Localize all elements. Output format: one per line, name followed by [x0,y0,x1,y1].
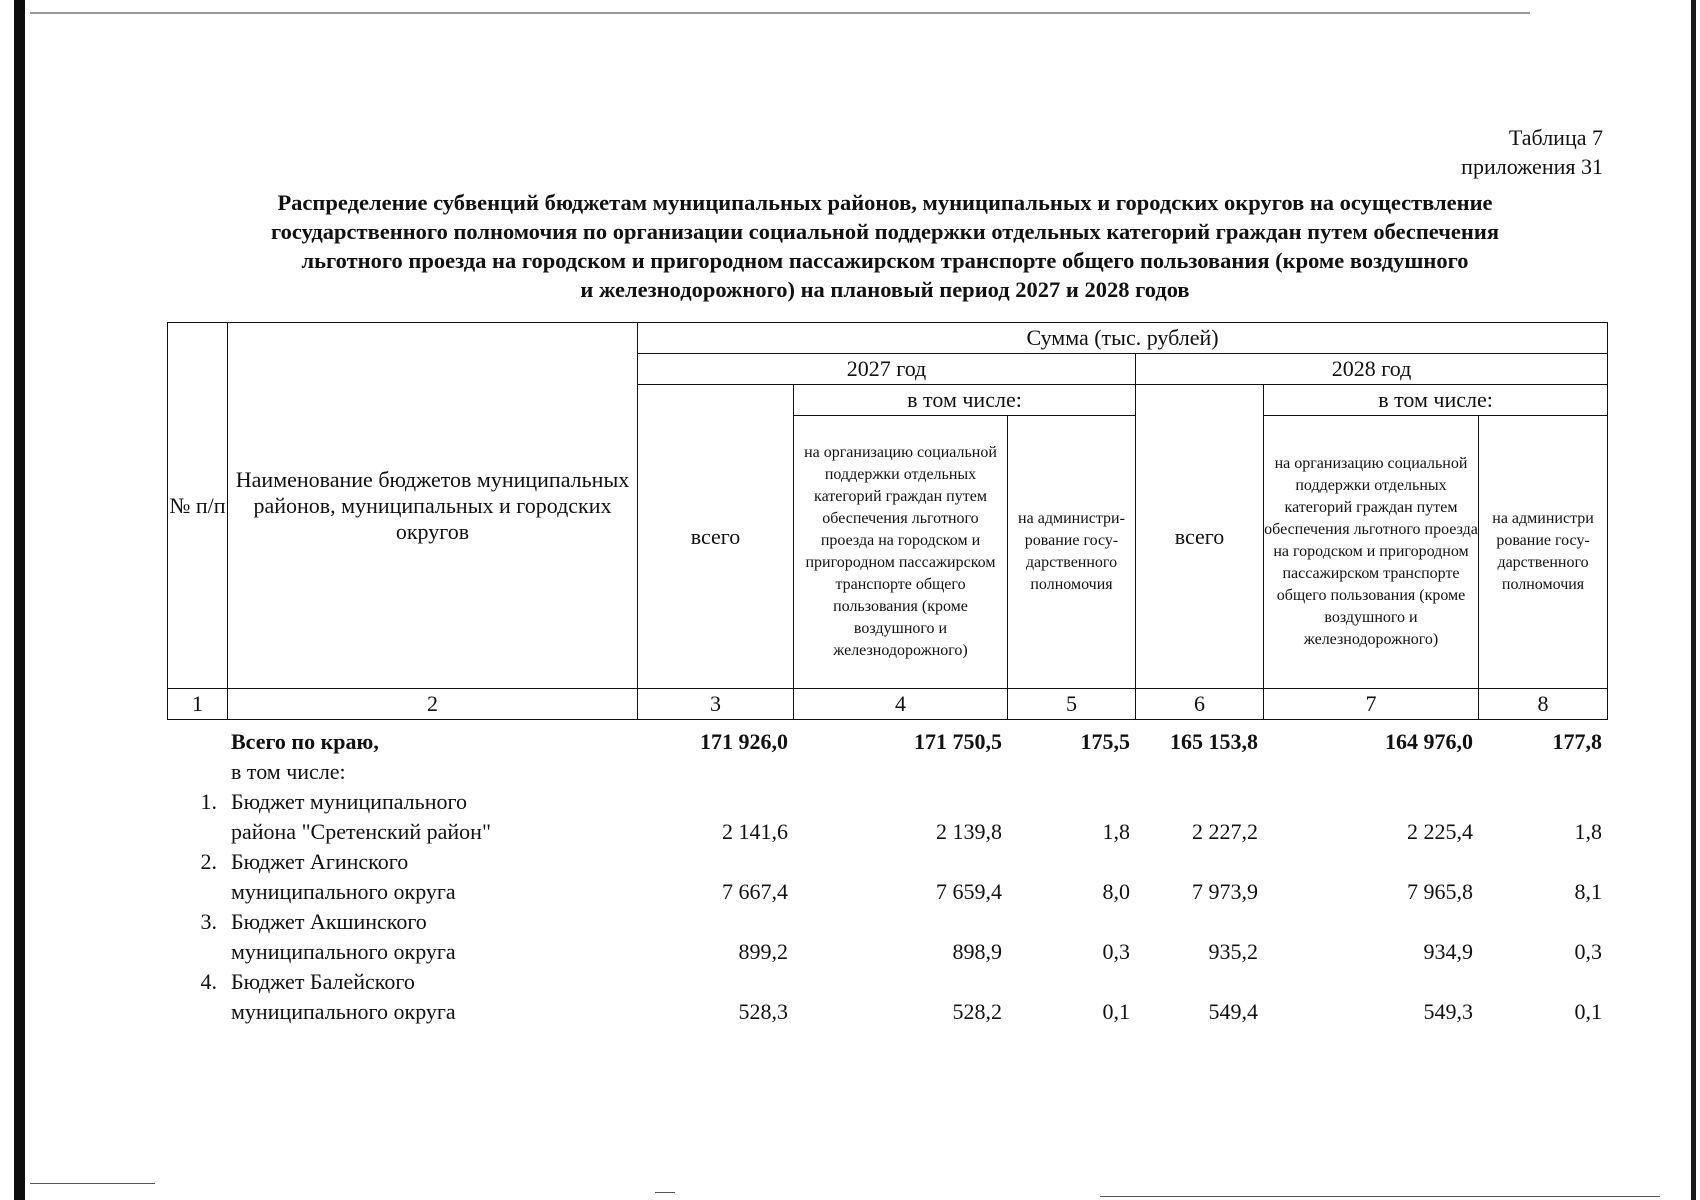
header-year-2027: 2027 год [638,354,1136,385]
row-name-line1: Бюджет муниципального [231,789,467,814]
col-number: 3 [638,689,794,720]
title-line-3: льготного проезда на городском и пригородном пассажирском транспорте общего пользования (кроме воздушного [301,248,1469,273]
row-cell: 2 225,4 [1407,819,1473,844]
row-name-line2: муниципального округа [231,879,456,904]
header-social-2028: на организацию социальной поддержки отдельных категорий граждан путем обеспечения льготного проезда на городском и пригородном пассажирском транспорте общего пользования (кроме воздушного и железнодорожного) [1264,416,1479,689]
header-total-2027: всего [638,385,794,689]
row-cell: 2 139,8 [936,819,1002,844]
col-number: 2 [228,689,638,720]
row-name-line1: Бюджет Акшинского [231,909,427,934]
total-label: Всего по краю, [231,729,379,754]
row-cell: 1,8 [1102,819,1130,844]
total-cell: 165 153,8 [1170,729,1258,754]
row-cell: 935,2 [1208,939,1258,964]
title-line-2: государственного полномочия по организации социальной поддержки отдельных категорий граждан путем обеспечения [270,219,1500,244]
col-number: 6 [1136,689,1264,720]
caption-line-1: Таблица 7 [1508,125,1603,150]
row-cell: 7 965,8 [1407,879,1473,904]
table-row [167,787,1607,817]
col-number: 1 [168,689,228,720]
scan-bottom-line [30,1183,155,1184]
header-social-2027: на организацию социальной поддержки отдельных категорий граждан путем обеспечения льготного проезда на городском и пригородном пассажирском транспорте общего пользования (кроме воздушного и железнодорожного) [794,416,1008,689]
row-index: 2. [200,849,217,874]
table-row-total [167,727,1607,757]
row-cell: 1,8 [1574,819,1602,844]
total-cell: 164 976,0 [1385,729,1473,754]
total-cell: 177,8 [1552,729,1602,754]
row-name-line1: Бюджет Балейского [231,969,415,994]
header-sum: Сумма (тыс. рублей) [638,323,1608,354]
row-cell: 0,1 [1574,999,1602,1024]
caption-line-2: приложения 31 [1461,154,1603,179]
document-title [160,188,1610,304]
row-index: 3. [200,909,217,934]
total-cell: 171 750,5 [914,729,1002,754]
row-cell: 549,3 [1423,999,1473,1024]
row-cell: 2 227,2 [1192,819,1258,844]
row-cell: 7 973,9 [1192,879,1258,904]
title-line-1: Распределение субвенций бюджетам муниципальных районов, муниципальных и городских округов на осуществление [277,190,1493,215]
row-name-line1: Бюджет Агинского [231,849,409,874]
header-year-2028: 2028 год [1136,354,1608,385]
row-cell: 934,9 [1423,939,1473,964]
table-row [167,817,1607,847]
scan-bottom-line [655,1192,675,1193]
row-cell: 549,4 [1208,999,1258,1024]
row-name-line2: района "Сретенский район" [231,819,491,844]
row-cell: 8,0 [1102,879,1130,904]
total-cell: 175,5 [1080,729,1130,754]
table-row [167,937,1607,967]
title-line-4: и железнодорожного) на плановый период 2027 и 2028 годов [580,277,1190,302]
row-cell: 528,3 [738,999,788,1024]
scan-edge-left [14,0,25,1200]
row-name-line2: муниципального округа [231,999,456,1024]
table-body [167,727,1607,1027]
row-index: 4. [200,969,217,994]
table-row [167,967,1607,997]
table-row [167,907,1607,937]
row-cell: 2 141,6 [722,819,788,844]
scan-edge-right [1691,0,1696,1200]
scan-top-line [30,12,1530,14]
header-incl-2027: в том числе: [794,385,1136,416]
table-row [167,877,1607,907]
col-number: 5 [1008,689,1136,720]
header-admin-2027: на администри-рование госу-дарственного полномочия [1008,416,1136,689]
row-cell: 7 667,4 [722,879,788,904]
row-cell: 8,1 [1574,879,1602,904]
row-cell: 7 659,4 [936,879,1002,904]
row-cell: 899,2 [738,939,788,964]
row-index: 1. [200,789,217,814]
col-number: 4 [794,689,1008,720]
row-cell: 528,2 [952,999,1002,1024]
col-number: 7 [1264,689,1479,720]
table-row [167,997,1607,1027]
scan-bottom-line [1100,1196,1660,1197]
row-cell: 0,3 [1102,939,1130,964]
incl-label: в том числе: [231,759,346,784]
col-number: 8 [1479,689,1608,720]
row-cell: 0,1 [1102,999,1130,1024]
header-name: Наименование бюджетов муниципальных районов, муниципальных и городских округов [228,323,638,689]
header-admin-2028: на администри рование госу-дарственного полномочия [1479,416,1608,689]
total-cell: 171 926,0 [700,729,788,754]
table-header [167,322,1608,720]
table-row [167,847,1607,877]
row-cell: 0,3 [1574,939,1602,964]
row-name-line2: муниципального округа [231,939,456,964]
header-num: № п/п [168,323,228,689]
table-row-incl [167,757,1607,787]
table-caption [1461,123,1603,181]
header-incl-2028: в том числе: [1264,385,1608,416]
header-total-2028: всего [1136,385,1264,689]
row-cell: 898,9 [952,939,1002,964]
